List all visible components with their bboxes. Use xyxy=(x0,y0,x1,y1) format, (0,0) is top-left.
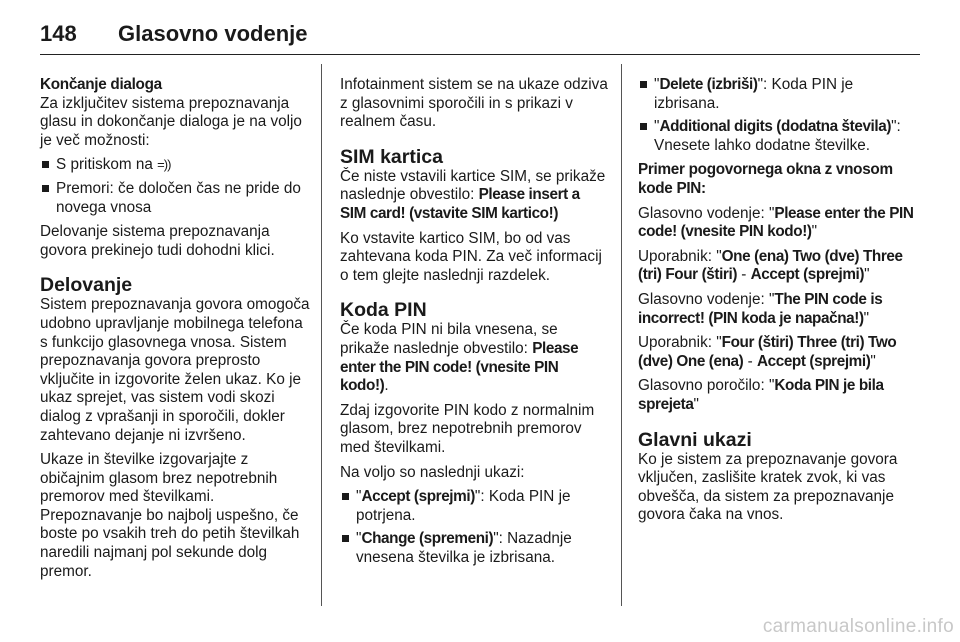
dialog-line: Uporabnik: "One (ena) Two (dve) Three (tri) Four (štiri) - Accept (sprejmi)" xyxy=(638,247,903,284)
paragraph-digits: Ukaze in številke izgovarjajte z običajnim glasom brez nepotrebnih premorov med številkami. Prepoznavanje bo najbolj uspešno, če boste po vsakih treh do petih številkah naredili najmanj pol sekunde dolg premor. xyxy=(40,451,300,580)
heading-pin-code: Koda PIN xyxy=(340,299,427,322)
column-divider-1 xyxy=(321,64,322,606)
paragraph-intro: Infotainment sistem se na ukaze odziva z glasovnimi sporočili in s prikazi v realnem času. xyxy=(340,76,608,131)
dialog-line: Glasovno vodenje: "The PIN code is incorrect! (PIN koda je napačna!)" xyxy=(638,290,883,327)
heading-main-commands: Glavni ukazi xyxy=(638,428,752,451)
heading-operation: Delovanje xyxy=(40,274,133,297)
paragraph-sim-pin: Ko vstavite kartico SIM, bo od vas zahtevana koda PIN. Za več informacij o tem glejte naslednji razdelek. xyxy=(340,229,602,284)
page-header xyxy=(40,14,920,55)
dialog-line: Uporabnik: "Four (štiri) Three (tri) Two (dve) One (ena) - Accept (sprejmi)" xyxy=(638,334,897,370)
chapter-title: Glasovno vodenje xyxy=(118,21,308,46)
heading-ending-dialog: Končanje dialoga xyxy=(40,76,162,93)
column-1 xyxy=(40,76,312,587)
list-item: "Change (spremeni)": Nazadnje vnesena številka je izbrisana. xyxy=(340,530,608,567)
paragraph-main-commands: Ko je sistem za prepoznavanje govora vključen, zaslišite kratek zvok, ki vas obvešča, da sistem za prepoznavanje govora čaka na vnos. xyxy=(638,450,898,524)
paragraph-ending-dialog: Za izključitev sistema prepoznavanja glasu in dokončanje dialoga je na voljo je več možnosti: xyxy=(40,94,302,149)
commands-list xyxy=(340,488,608,567)
list-item: "Accept (sprejmi)": Koda PIN je potrjena. xyxy=(340,488,608,525)
paragraph-commands: Na voljo so naslednji ukazi: xyxy=(340,463,525,481)
column-divider-2 xyxy=(621,64,622,606)
commands-list-continued xyxy=(638,76,920,155)
voice-command-icon: =)) xyxy=(157,157,171,173)
column-2 xyxy=(340,76,608,573)
paragraph-sim: Če niste vstavili kartice SIM, se prikaže naslednje obvestilo: Please insert a SIM card! (vstavite SIM kartico!) xyxy=(340,167,606,222)
paragraph-operation: Sistem prepoznavanja govora omogoča udobno upravljanje mobilnega telefona s funkcijo glasovnega vnosa. Sistem prepoznavanja govora preprosto vključite in izgovorite želen ukaz. Ko je ukaz sprejet, vas sistem vodi skozi dialog z vprašanji in sporočili, dokler zahtevano dejanje ni izvršeno. xyxy=(40,296,310,444)
paragraph-pin: Če koda PIN ni bila vnesena, se prikaže naslednje obvestilo: Please enter the PIN code! (vnesite PIN kodo!). xyxy=(340,321,579,395)
list-item: Premori: če določen čas ne pride do novega vnosa xyxy=(40,180,312,217)
list-item: S pritiskom na =)) xyxy=(40,156,312,175)
page-number: 148 xyxy=(40,21,77,46)
list-item: "Delete (izbriši)": Koda PIN je izbrisana. xyxy=(638,76,920,113)
watermark-text: carmanualsonline.info xyxy=(762,616,954,637)
heading-example-dialog: Primer pogovornega okna z vnosom kode PIN: xyxy=(638,161,893,197)
list-item: "Additional digits (dodatna števila)": Vnesete lahko dodatne številke. xyxy=(638,118,920,155)
dialog-line: Glasovno poročilo: "Koda PIN je bila sprejeta" xyxy=(638,377,884,413)
paragraph-interrupt: Delovanje sistema prepoznavanja govora prekinejo tudi dohodni klici. xyxy=(40,223,275,259)
heading-sim-card: SIM kartica xyxy=(340,145,443,168)
paragraph-pin-say: Zdaj izgovorite PIN kodo z normalnim glasom, brez nepotrebnih premorov med številkami. xyxy=(340,401,595,456)
ending-options-list xyxy=(40,156,312,217)
dialog-line: Glasovno vodenje: "Please enter the PIN code! (vnesite PIN kodo!)" xyxy=(638,204,914,241)
column-3 xyxy=(638,76,920,531)
